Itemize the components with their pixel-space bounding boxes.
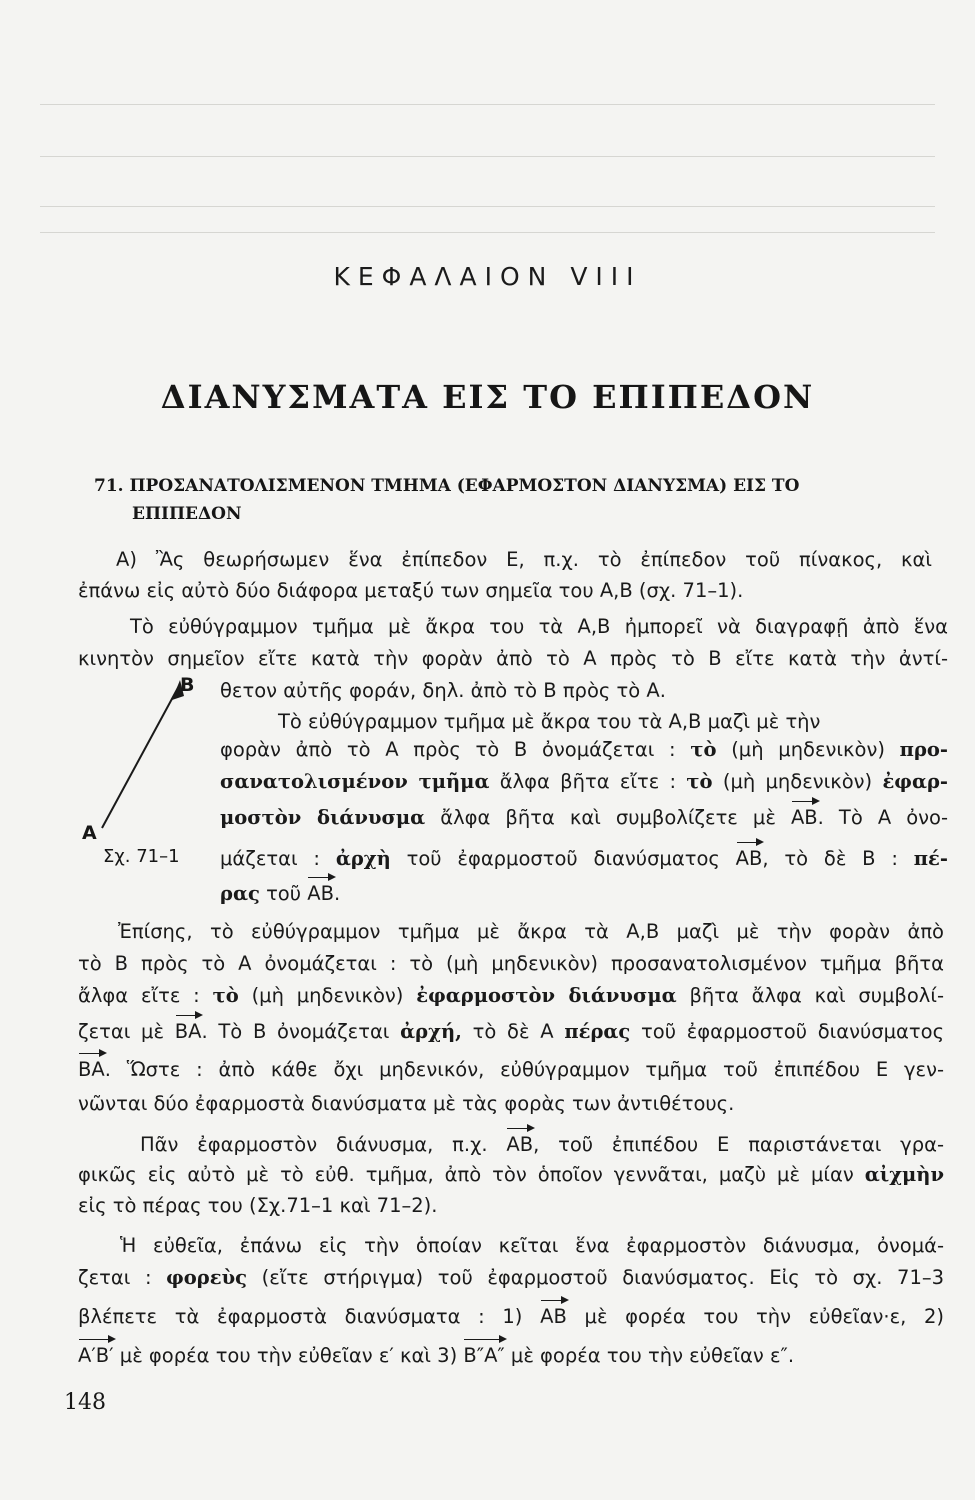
- bleed-through: [40, 206, 935, 207]
- section-heading: [94, 472, 924, 528]
- text-line: μάζεται : ἀρχὴ τοῦ ἐφαρμοστοῦ διανύσματος ΑΒ, τὸ δὲ Β : πέ-: [220, 847, 949, 870]
- text-line: ΒΑ. Ὥστε : ἀπὸ κάθε ὄχι μηδενικόν, εὐθύγραμμον τμῆμα τοῦ ἐπιπέδου Ε γεν-: [78, 1058, 944, 1081]
- text-line: ἐπάνω εἰς αὐτὸ δύο διάφορα μεταξύ των σημεῖα του Α,Β (σχ. 71–1).: [78, 579, 744, 602]
- text-line: βλέπετε τὰ ἐφαρμοστὰ διανύσματα : 1) ΑΒ μὲ φορέα του τὴν εὐθεῖαν·ε, 2): [78, 1305, 945, 1328]
- text-line: νῶνται δύο ἐφαρμοστὰ διανύσματα μὲ τὰς φορὰς των ἀντιθέτους.: [78, 1092, 735, 1115]
- figure-caption: Σχ. 71–1: [103, 846, 180, 867]
- vector-line: [102, 684, 180, 828]
- chapter-heading: ΚΕΦΑΛΑΙΟΝ VIII: [333, 262, 642, 291]
- text-line: κινητὸν σημεῖον εἴτε κατὰ τὴν φορὰν ἀπὸ τὸ Α πρὸς τὸ Β εἴτε κατὰ τὴν ἀντί-: [78, 647, 948, 670]
- section-heading-line2: ΕΠΙΠΕΔΟΝ: [132, 504, 242, 524]
- text-line: φορὰν ἀπὸ τὸ Α πρὸς τὸ Β ὀνομάζεται : τὸ (μὴ μηδενικὸν) προ-: [220, 738, 949, 761]
- bleed-through: [40, 104, 935, 105]
- figure-label-b: B: [180, 674, 195, 696]
- vector-symbol: ΑΒ: [790, 806, 818, 829]
- text-line: ρας τοῦ ΑΒ.: [220, 882, 341, 905]
- text-line: ζεται μὲ ΒΑ. Τὸ Β ὀνομάζεται ἀρχή, τὸ δὲ Α πέρας τοῦ ἐφαρμοστοῦ διανύσματος: [78, 1020, 945, 1043]
- text-line: ἄλφα εἴτε : τὸ (μὴ μηδενικὸν) ἐφαρμοστὸν διάνυσμα βῆτα ἄλφα καὶ συμβολί-: [78, 984, 944, 1007]
- bleed-through: [40, 156, 935, 157]
- text-line: μοστὸν διάνυσμα ἄλφα βῆτα καὶ συμβολίζετε μὲ ΑΒ. Τὸ Α ὀνο-: [220, 806, 949, 829]
- vector-symbol: ΒΑ: [174, 1020, 202, 1043]
- text-line: Ἡ εὐθεῖα, ἐπάνω εἰς τὴν ὁποίαν κεῖται ἕνα ἐφαρμοστὸν διάνυσμα, ὀνομά-: [120, 1234, 944, 1257]
- text-line: τὸ Β πρὸς τὸ Α ὀνομάζεται : τὸ (μὴ μηδενικὸν) προσανατολισμένον τμῆμα βῆτα: [78, 952, 944, 975]
- vector-symbol: Β″Α″: [463, 1344, 505, 1367]
- text-line: Τὸ εὐθύγραμμον τμῆμα μὲ ἄκρα του τὰ Α,Β ἠμπορεῖ νὰ διαγραφῇ ἀπὸ ἕνα: [130, 615, 948, 638]
- text-line: Πᾶν ἐφαρμοστὸν διάνυσμα, π.χ. ΑΒ, τοῦ ἐπιπέδου Ε παριστάνεται γρα-: [140, 1133, 944, 1156]
- text-line: Α) Ἂς θεωρήσωμεν ἕνα ἐπίπεδον Ε, π.χ. τὸ ἐπίπεδον τοῦ πίνακος, καὶ: [116, 548, 932, 571]
- page-title: ΔΙΑΝΥΣΜΑΤΑ ΕΙΣ ΤΟ ΕΠΙΠΕΔΟΝ: [160, 378, 815, 416]
- vector-symbol: ΑΒ: [735, 847, 763, 870]
- text-line: Α′Β′ μὲ φορέα του τὴν εὐθεῖαν ε′ καὶ 3) Β″Α″ μὲ φορέα του τὴν εὐθεῖαν ε″.: [78, 1344, 795, 1367]
- text-line: Τὸ εὐθύγραμμον τμῆμα μὲ ἄκρα του τὰ Α,Β μαζὶ μὲ τὴν: [278, 710, 821, 733]
- vector-symbol: ΑΒ: [540, 1305, 567, 1328]
- section-number: 71.: [94, 476, 124, 496]
- page-number: 148: [64, 1390, 106, 1415]
- text-line: Ἐπίσης, τὸ εὐθύγραμμον τμῆμα μὲ ἄκρα τὰ Α,Β μαζὶ μὲ τὴν φορὰν ἀπὸ: [118, 920, 944, 943]
- bleed-through: [40, 232, 935, 233]
- figure-label-a: A: [82, 822, 97, 844]
- text-line: εἰς τὸ πέρας του (Σχ.71–1 καὶ 71–2).: [78, 1194, 438, 1217]
- vector-symbol: Α′Β′: [78, 1344, 114, 1367]
- vector-symbol: ΑΒ: [506, 1133, 534, 1156]
- text-line: σανατολισμένον τμῆμα ἄλφα βῆτα εἴτε : τὸ (μὴ μηδενικὸν) ἐφαρ-: [220, 770, 949, 793]
- text-line: θετον αὐτῆς φοράν, δηλ. ἀπὸ τὸ Β πρὸς τὸ Α.: [220, 679, 666, 702]
- text-line: φικῶς εἰς αὐτὸ μὲ τὸ εὐθ. τμῆμα, ἀπὸ τὸν ὁποῖον γεννᾶται, μαζὺ μὲ μίαν αἰχμὴν: [78, 1163, 944, 1186]
- vector-symbol: ΒΑ: [78, 1058, 105, 1081]
- vector-symbol: ΑΒ: [307, 882, 334, 905]
- text-line: ζεται : φορεὺς (εἴτε στήριγμα) τοῦ ἐφαρμοστοῦ διανύσματος. Εἰς τὸ σχ. 71–3: [78, 1266, 945, 1289]
- section-heading-line1: ΠΡΟΣΑΝΑΤΟΛΙΣΜΕΝΟΝ ΤΜΗΜΑ (ΕΦΑΡΜΟΣΤΟΝ ΔΙΑΝΥΣΜΑ) ΕΙΣ ΤΟ: [129, 476, 800, 496]
